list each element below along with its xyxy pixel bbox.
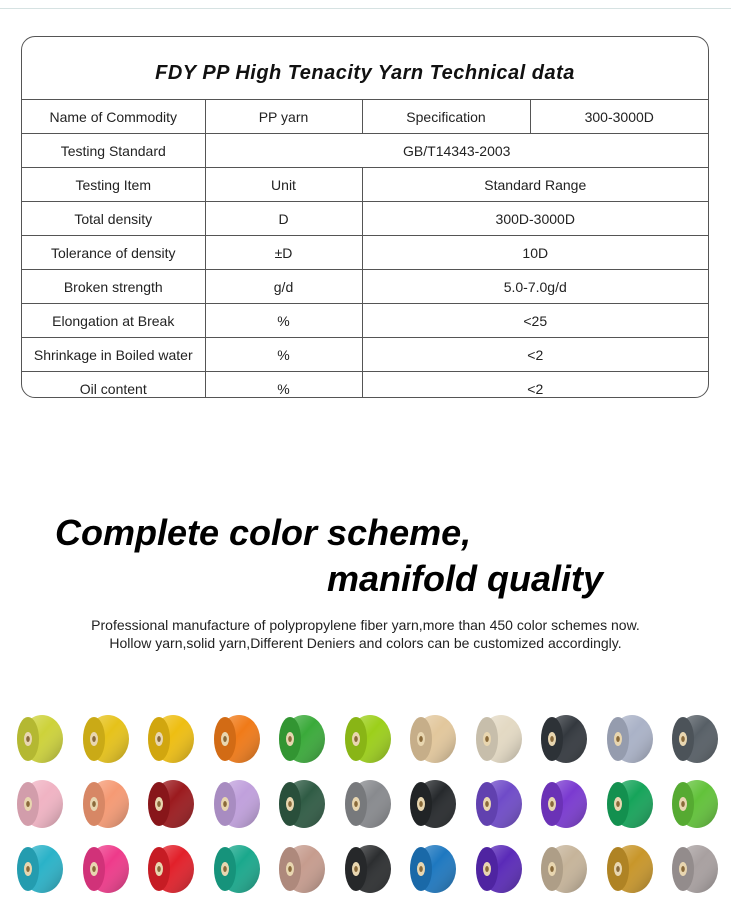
yarn-spool-swatch: [80, 842, 130, 896]
yarn-spool-swatch: [407, 777, 457, 831]
yarn-spool-swatch: [342, 842, 392, 896]
row-item: Broken strength: [22, 270, 205, 304]
yarn-spool-swatch: [473, 712, 523, 766]
table-row: [22, 270, 708, 304]
yarn-spool-swatch: [276, 842, 326, 896]
table-row: [22, 100, 708, 134]
yarn-spool-swatch: [14, 777, 64, 831]
technical-data-table: [22, 100, 708, 398]
row-range: <25: [362, 304, 708, 338]
table-row: [22, 236, 708, 270]
yarn-spool-swatch: [538, 712, 588, 766]
yarn-spool-swatch: [604, 777, 654, 831]
testing-standard-label: Testing Standard: [22, 134, 205, 168]
yarn-spool-swatch: [669, 777, 719, 831]
table-row: [22, 304, 708, 338]
yarn-spool-swatch: [14, 712, 64, 766]
row-item: Total density: [22, 202, 205, 236]
specification-value: 300-3000D: [530, 100, 708, 134]
table-row: [22, 202, 708, 236]
yarn-spool-swatch: [538, 842, 588, 896]
row-unit: %: [205, 338, 362, 372]
row-unit: g/d: [205, 270, 362, 304]
spec-table-title: FDY PP High Tenacity Yarn Technical data: [22, 37, 708, 100]
testing-standard-value: GB/T14343-2003: [205, 134, 708, 168]
yarn-spool-swatch: [211, 712, 261, 766]
name-of-commodity-value: PP yarn: [205, 100, 362, 134]
headline-line-1: Complete color scheme,: [55, 512, 472, 553]
yarn-spool-swatch: [211, 842, 261, 896]
yarn-spool-swatch: [604, 842, 654, 896]
row-unit: %: [205, 304, 362, 338]
yarn-spool-swatch: [538, 777, 588, 831]
table-row: [22, 372, 708, 399]
yarn-spool-swatch: [276, 777, 326, 831]
row-unit: ±D: [205, 236, 362, 270]
column-header-range: Standard Range: [362, 168, 708, 202]
row-item: Shrinkage in Boiled water: [22, 338, 205, 372]
top-divider: [0, 8, 731, 9]
specification-label: Specification: [362, 100, 530, 134]
row-range: 10D: [362, 236, 708, 270]
headline-line-2: manifold quality: [327, 558, 604, 599]
yarn-spool-swatch: [80, 712, 130, 766]
technical-data-card: [21, 36, 709, 398]
yarn-spool-swatch: [145, 842, 195, 896]
yarn-spool-swatch: [342, 712, 392, 766]
yarn-spool-swatch: [473, 842, 523, 896]
yarn-spool-swatch: [604, 712, 654, 766]
yarn-color-swatch-grid: [14, 712, 724, 912]
name-of-commodity-label: Name of Commodity: [49, 108, 178, 125]
description-line-2: Hollow yarn,solid yarn,Different Deniers and colors can be customized accordingly.: [109, 635, 622, 651]
description-line-1: Professional manufacture of polypropylene fiber yarn,more than 450 color schemes now.: [91, 617, 640, 633]
column-header-item: Testing Item: [22, 168, 205, 202]
table-row: [22, 134, 708, 168]
table-header-row: [22, 168, 708, 202]
yarn-spool-swatch: [211, 777, 261, 831]
row-item: Elongation at Break: [22, 304, 205, 338]
yarn-spool-swatch: [669, 842, 719, 896]
row-unit: %: [205, 372, 362, 399]
yarn-spool-swatch: [276, 712, 326, 766]
row-range: 300D-3000D: [362, 202, 708, 236]
row-range: <2: [362, 372, 708, 399]
table-row: [22, 338, 708, 372]
yarn-spool-swatch: [407, 842, 457, 896]
row-range: 5.0-7.0g/d: [362, 270, 708, 304]
row-item: Tolerance of density: [22, 236, 205, 270]
yarn-spool-swatch: [80, 777, 130, 831]
yarn-spool-swatch: [407, 712, 457, 766]
row-range: <2: [362, 338, 708, 372]
row-unit: D: [205, 202, 362, 236]
column-header-unit: Unit: [205, 168, 362, 202]
yarn-spool-swatch: [342, 777, 392, 831]
yarn-spool-swatch: [145, 712, 195, 766]
yarn-spool-swatch: [473, 777, 523, 831]
yarn-spool-swatch: [14, 842, 64, 896]
yarn-spool-swatch: [145, 777, 195, 831]
yarn-spool-swatch: [669, 712, 719, 766]
row-item: Oil content: [22, 372, 205, 399]
